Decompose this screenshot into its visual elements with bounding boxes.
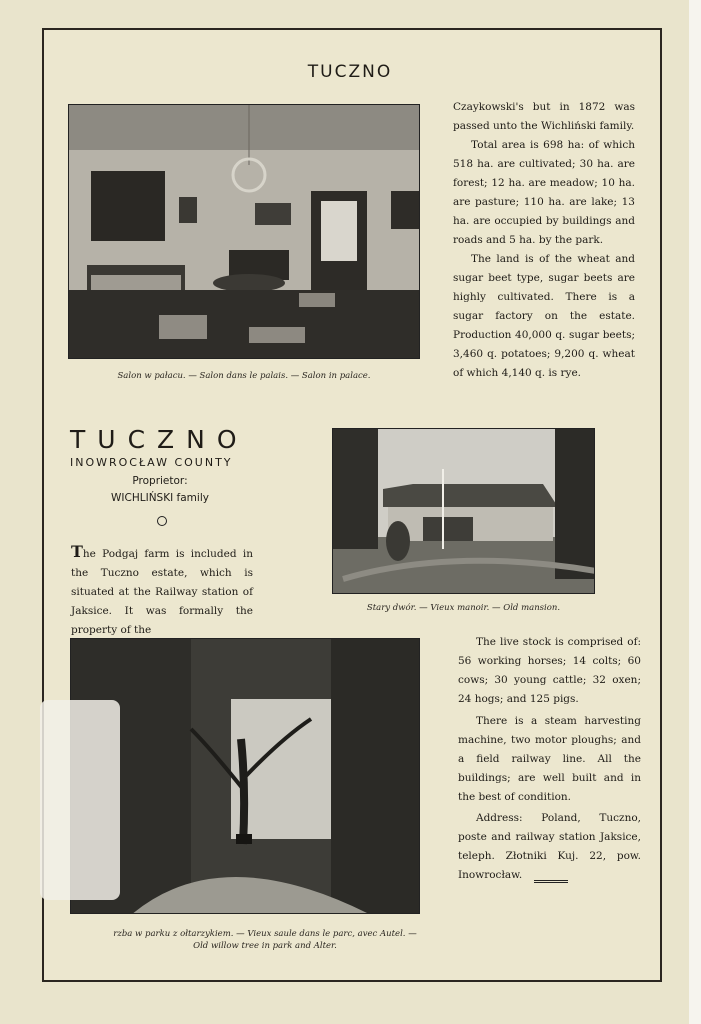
mansion-caption: Stary dwór. — Vieux manoir. — Old mansion. [366,603,561,613]
park-photo [70,638,420,914]
page-title: TUCZNO [307,62,393,82]
proprietor-label: Proprietor: [132,475,188,487]
text-paragraph: There is a steam harvesting machine, two motor ploughs; and a field railway line. All the buildings; are well built and in the best of condition. [458,715,641,803]
estate-county: INOWROCŁAW COUNTY [70,456,233,469]
intro-paragraph: he Podgaj farm is included in the Tuczno estate, which is situated at the Railway station of Jaksice. It was formally the property of the [71,548,253,636]
text-paragraph: Address: Poland, Tuczno, poste and railway station Jaksice, teleph. Złotniki Kuj. 22, pow. Inowrocław. [458,812,641,881]
text-paragraph: The live stock is comprised of: 56 working horses; 14 colts; 60 cows; 30 young cattle; 32 oxen; 24 hogs; and 125 pigs. [458,636,641,705]
proprietor-name: WICHLIŃSKI family [111,492,209,504]
text-paragraph: Total area is 698 ha: of which 518 ha. are cultivated; 30 ha. are forest; 12 ha. are meadow; 10 ha. are pasture; 110 ha. are lake; 13 ha. are occupied by buildings and roads and 5 ha. by the park. [453,139,635,246]
mansion-photo [332,428,595,594]
paper-stain [40,700,120,900]
intro-text [71,542,253,640]
text-paragraph: Czaykowski's but in 1872 was passed unto the Wichliński family. [453,101,635,132]
park-caption-line1: rzba w parku z ołtarzykiem. — Vieux saule dans le parc, avec Autel. — [113,929,417,939]
ornament-circle-icon [157,516,167,526]
estate-name: TUCZNO [70,425,249,454]
salon-caption: Salon w pałacu. — Salon dans le palais. — Salon in palace. [117,371,371,381]
drop-cap: T [71,542,83,561]
park-caption-line2: Old willow tree in park and Alter. [193,941,337,951]
page-edge [689,0,701,1024]
salon-photo [68,104,420,359]
closing-rule [534,880,568,883]
text-column-top [453,98,635,383]
text-paragraph: The land is of the wheat and sugar beet type, sugar beets are highly cultivated. There is a sugar factory on the estate. Production 40,000 q. sugar beets; 3,460 q. potatoes; 9,200 q. wheat of which 4,140 q. is rye. [453,253,635,379]
text-column-bottom [458,633,641,885]
